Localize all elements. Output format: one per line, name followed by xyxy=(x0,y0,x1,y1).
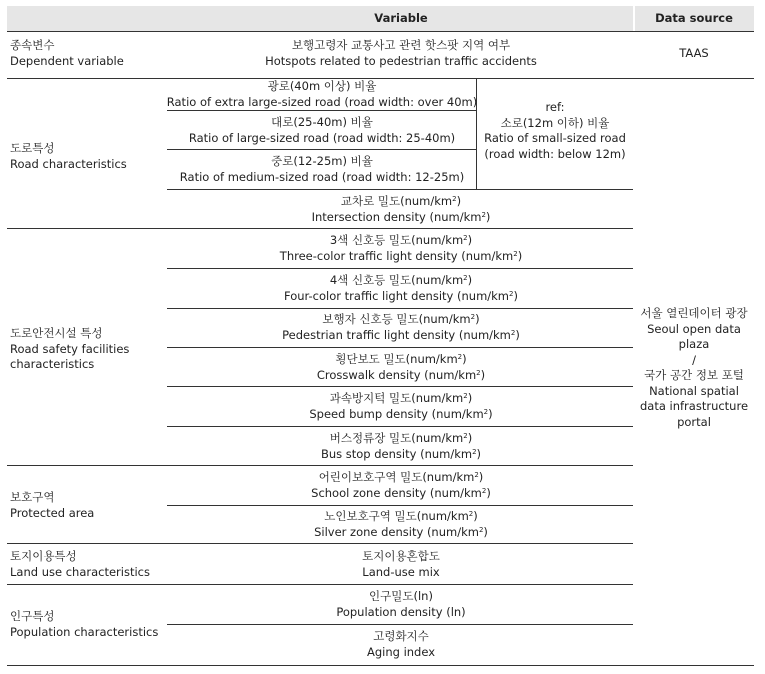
variable-pedestrian-light: 보행자 신호등 밀도$(num/km^2)$ Pedestrian traffic light density $(num/km^2)$ xyxy=(282,312,520,342)
source-seoul-national: 서울 열린데이터 광장 Seoul open data plaza / 국가 공간 정보 포털 National spatial data infrastructure portal xyxy=(639,306,749,429)
variable-three-color-light: 3색 신호등 밀도$(num/km^2)$ Three-color traffic light density $(num/km^2)$ xyxy=(279,233,523,263)
variable-dependent: 보행고령자 교통사고 관련 핫스팟 지역 여부 Hotspots related to pedestrian traffic accidents xyxy=(265,38,537,68)
rule-population-1 xyxy=(167,624,633,625)
variable-population-density: 인구밀도(ln) Population density (ln) xyxy=(336,589,466,619)
variable-aging-index: 고령화지수 Aging index xyxy=(366,629,436,659)
rule-road xyxy=(7,228,633,229)
rule-bottom xyxy=(7,665,754,666)
variable-road-extra-large: 광로(40m 이상) 비율 Ratio of extra large-sized road (road width: over 40m) xyxy=(166,79,478,109)
header-variable-cell xyxy=(7,6,633,31)
category-landuse: 토지이용특성 Land use characteristics xyxy=(10,549,150,579)
variable-four-color-light: 4색 신호등 밀도$(num/km^2)$ Four-color traffic light density $(num/km^2)$ xyxy=(284,273,518,303)
rule-safety xyxy=(7,465,633,466)
category-road: 도로특성 Road characteristics xyxy=(10,141,127,171)
rule-road-3 xyxy=(167,189,633,190)
rule-header xyxy=(7,31,754,32)
header-data-source: Data source xyxy=(655,11,733,25)
category-protected: 보호구역 Protected area xyxy=(10,490,95,520)
variable-crosswalk: 횡단보도 밀도$(num/km^2)$ Crosswalk density $(num/km^2)$ xyxy=(316,352,486,382)
category-dependent: 종속변수 Dependent variable xyxy=(10,38,124,68)
rule-road-2 xyxy=(167,149,476,150)
rule-safety-5 xyxy=(167,426,633,427)
variable-road-ref: ref: 소로(12m 이하) 비율 Ratio of small-sized road (road width: below 12m) xyxy=(484,100,626,161)
variable-intersection-density: 교차로 밀도$(num/km^2)$ Intersection density $(num/km^2)$ xyxy=(311,194,491,224)
variable-road-large: 대로(25-40m) 비율 Ratio of large-sized road (road width: 25-40m) xyxy=(188,115,456,145)
variable-school-zone: 어린이보호구역 밀도$(num/km^2)$ School zone density $(num/km^2)$ xyxy=(311,470,491,500)
variable-road-medium: 중로(12-25m) 비율 Ratio of medium-sized road (road width: 12-25m) xyxy=(179,154,465,184)
rule-road-1 xyxy=(167,110,476,111)
rule-safety-1 xyxy=(167,268,633,269)
category-population: 인구특성 Population characteristics xyxy=(10,609,159,639)
rule-protected xyxy=(7,543,633,544)
rule-safety-2 xyxy=(167,308,633,309)
variable-bus-stop: 버스정류장 밀도$(num/km^2)$ Bus stop density $(num/km^2)$ xyxy=(320,431,482,461)
rule-safety-4 xyxy=(167,386,633,387)
rule-protected-1 xyxy=(167,505,633,506)
variable-speed-bump: 과속방지턱 밀도$(num/km^2)$ Speed bump density $(num/km^2)$ xyxy=(309,391,493,421)
source-taas: TAAS xyxy=(679,46,709,60)
header-variable: Variable xyxy=(374,11,428,25)
variable-silver-zone: 노인보호구역 밀도$(num/km^2)$ Silver zone density $(num/km^2)$ xyxy=(314,509,488,539)
category-safety: 도로안전시설 특성 Road safety facilities characteristics xyxy=(10,326,130,371)
rule-landuse xyxy=(7,584,633,585)
rule-safety-3 xyxy=(167,347,633,348)
variable-landuse-mix: 토지이용혼합도 Land-use mix xyxy=(362,549,440,579)
variables-table xyxy=(7,6,754,666)
